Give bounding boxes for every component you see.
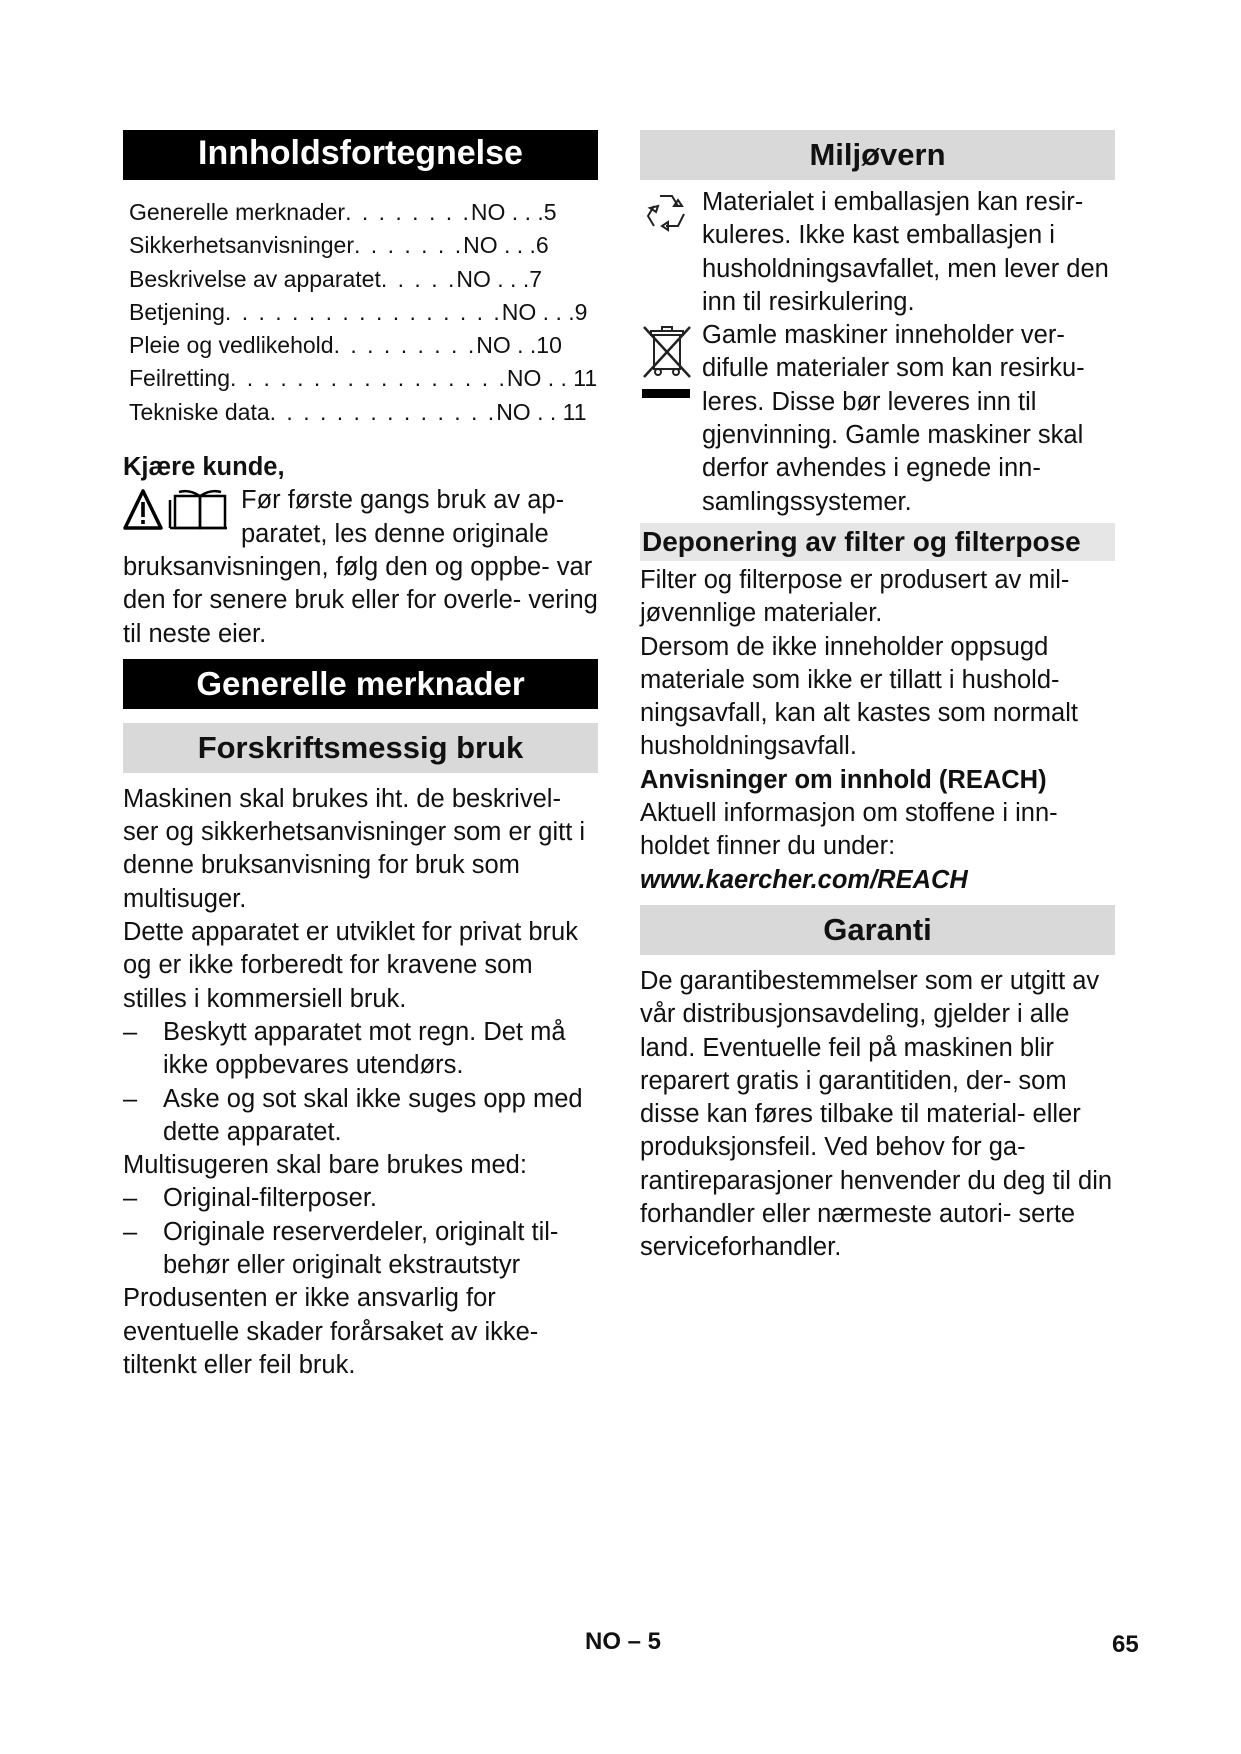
list-item: – Originale reserverdeler, originalt til- behør eller originalt ekstrautstyr — [123, 1217, 559, 1280]
toc-row[interactable] — [123, 229, 598, 262]
env-paragraph-1: Materialet i emballasjen kan resir- kuleres. Ikke kast emballasjen i husholdningsavfallet, men lever den inn til resirkulering. — [702, 188, 1109, 316]
dash-icon: – — [123, 1184, 138, 1213]
warning-book-icon — [123, 488, 227, 532]
intro-block — [123, 484, 598, 551]
section-environment: Miljøvern — [640, 130, 1115, 180]
recycling-block — [640, 186, 1115, 319]
reach-heading: Anvisninger om innhold (REACH) — [640, 765, 1047, 794]
dash-icon: – — [123, 1084, 138, 1113]
section-warranty: Garanti — [640, 905, 1115, 955]
toc-dots: . . . . . . . . . — [333, 332, 477, 359]
env-paragraph-2: Gamle maskiner inneholder ver- difulle materialer som kan resirku- leres. Disse bør leveres inn til gjenvinning. Gamle maskiner skal derfor avhendes i egnede inn- samlingssystemer. — [702, 321, 1085, 516]
toc-label: Beskrivelse av apparatet — [129, 265, 381, 292]
use-paragraph-3: Multisugeren skal bare brukes med: — [123, 1151, 527, 1180]
bullet-list-1 — [123, 1016, 598, 1149]
toc-dots: . . . . . . . . . . . . . . — [269, 398, 497, 425]
crossed-bin-icon — [640, 323, 694, 403]
right-column — [640, 130, 1115, 1265]
list-item: – Original-filterposer. — [123, 1182, 598, 1215]
list-item: – Beskytt apparatet mot regn. Det må ikke oppbevares utendørs. — [123, 1017, 566, 1080]
use-paragraph-2: Dette apparatet er utviklet for privat bruk og er ikke forberedt for kravene som stilles i kommersiell bruk. — [123, 918, 578, 1013]
toc-row[interactable] — [123, 396, 598, 429]
warranty-paragraph: De garantibestemmelser som er utgitt av vår distribusjonsavdeling, gjelder i alle land. Eventuelle feil på maskinen blir reparert gratis i garantitiden, der- som disse kan føres tilbake til material- eller produksjonsfeil. Ved behov for ga- rantireparasjoner henvender du deg til din forhandler eller nærmeste autori- serte serviceforhandler. — [640, 966, 1113, 1262]
dash-icon: – — [123, 1217, 138, 1246]
intro-text: bruksanvisningen, følg den og oppbe- var den for senere bruk eller for overle- vering til neste eier. — [123, 552, 598, 648]
use-paragraph-1: Maskinen skal brukes iht. de beskrivel- ser og sikkerhetsanvisninger som er gitt i denne bruksanvisning for bruk som multisuger. — [123, 784, 586, 913]
section-general-notes: Generelle merknader — [123, 659, 598, 709]
toc-page-ref: NO . . .6 — [463, 232, 549, 259]
reach-paragraph: Aktuell informasjon om stoffene i inn- holdet finner du under: — [640, 799, 1058, 861]
use-paragraph-4: Produsenten er ikke ansvarlig for eventuelle skader forårsaket av ikke- tiltenkt eller feil bruk. — [123, 1284, 539, 1379]
toc-label: Sikkerhetsanvisninger — [129, 232, 355, 259]
recycle-icon-box — [640, 190, 702, 243]
toc-page-ref: NO . .10 — [476, 332, 562, 359]
toc-page-ref: NO . . 11 — [496, 398, 587, 425]
toc-page-ref: NO . . .9 — [501, 298, 588, 325]
toc-page-ref: NO . . .5 — [470, 199, 557, 225]
toc-dots: . . . . . . . — [354, 232, 464, 259]
toc-row[interactable] — [123, 329, 598, 362]
intro-line-2: paratet, les denne originale — [241, 519, 549, 548]
toc-label: Tekniske data — [129, 398, 270, 425]
weee-block — [640, 319, 1115, 519]
toc-dots: . . . . . . . . — [345, 199, 471, 225]
intro-line-1: Før første gangs bruk av ap- — [241, 486, 565, 515]
bullet-list-2 — [123, 1182, 598, 1282]
section-filter-disposal: Deponering av filter og filterpose — [640, 523, 1115, 561]
table-of-contents — [123, 196, 598, 429]
list-item: – Aske og sot skal ikke suges opp med dette apparatet. — [123, 1084, 583, 1146]
toc-title: Innholdsfortegnelse — [123, 130, 598, 180]
section-page-number: NO – 5 — [585, 1628, 662, 1655]
toc-dots: . . . . . . . . . . . . . . . . . — [224, 298, 502, 325]
warning-manual-icons — [123, 488, 227, 537]
toc-label: Generelle merknader — [129, 199, 346, 225]
toc-row[interactable] — [123, 263, 598, 296]
recycle-icon — [640, 190, 692, 238]
dash-icon: – — [123, 1017, 138, 1046]
toc-label: Feilretting — [129, 365, 230, 392]
weee-icon-box — [640, 323, 702, 408]
toc-row[interactable] — [123, 196, 598, 229]
toc-dots: . . . . . — [380, 265, 457, 292]
page-number: 65 — [1112, 1631, 1139, 1658]
toc-row[interactable] — [123, 362, 598, 395]
toc-row[interactable] — [123, 296, 598, 329]
section-intended-use: Forskriftsmessig bruk — [123, 723, 598, 773]
toc-label: Pleie og vedlikehold — [129, 332, 334, 359]
toc-label: Betjening — [129, 298, 225, 325]
reach-link[interactable]: www.kaercher.com/REACH — [640, 865, 968, 894]
disposal-paragraph-2: Dersom de ikke inneholder oppsugd materiale som ikke er tillatt i hushold- ningsavfall, kan alt kastes som normalt husholdningsavfall. — [640, 632, 1078, 761]
toc-page-ref: NO . . 11 — [506, 365, 598, 392]
left-column — [123, 130, 598, 1382]
greeting: Kjære kunde, — [123, 453, 285, 482]
disposal-paragraph-1: Filter og filterpose er produsert av mil- jøvennlige materialer. — [640, 565, 1070, 628]
toc-page-ref: NO . . .7 — [456, 265, 543, 292]
toc-dots: . . . . . . . . . . . . . . . . . — [229, 365, 507, 392]
